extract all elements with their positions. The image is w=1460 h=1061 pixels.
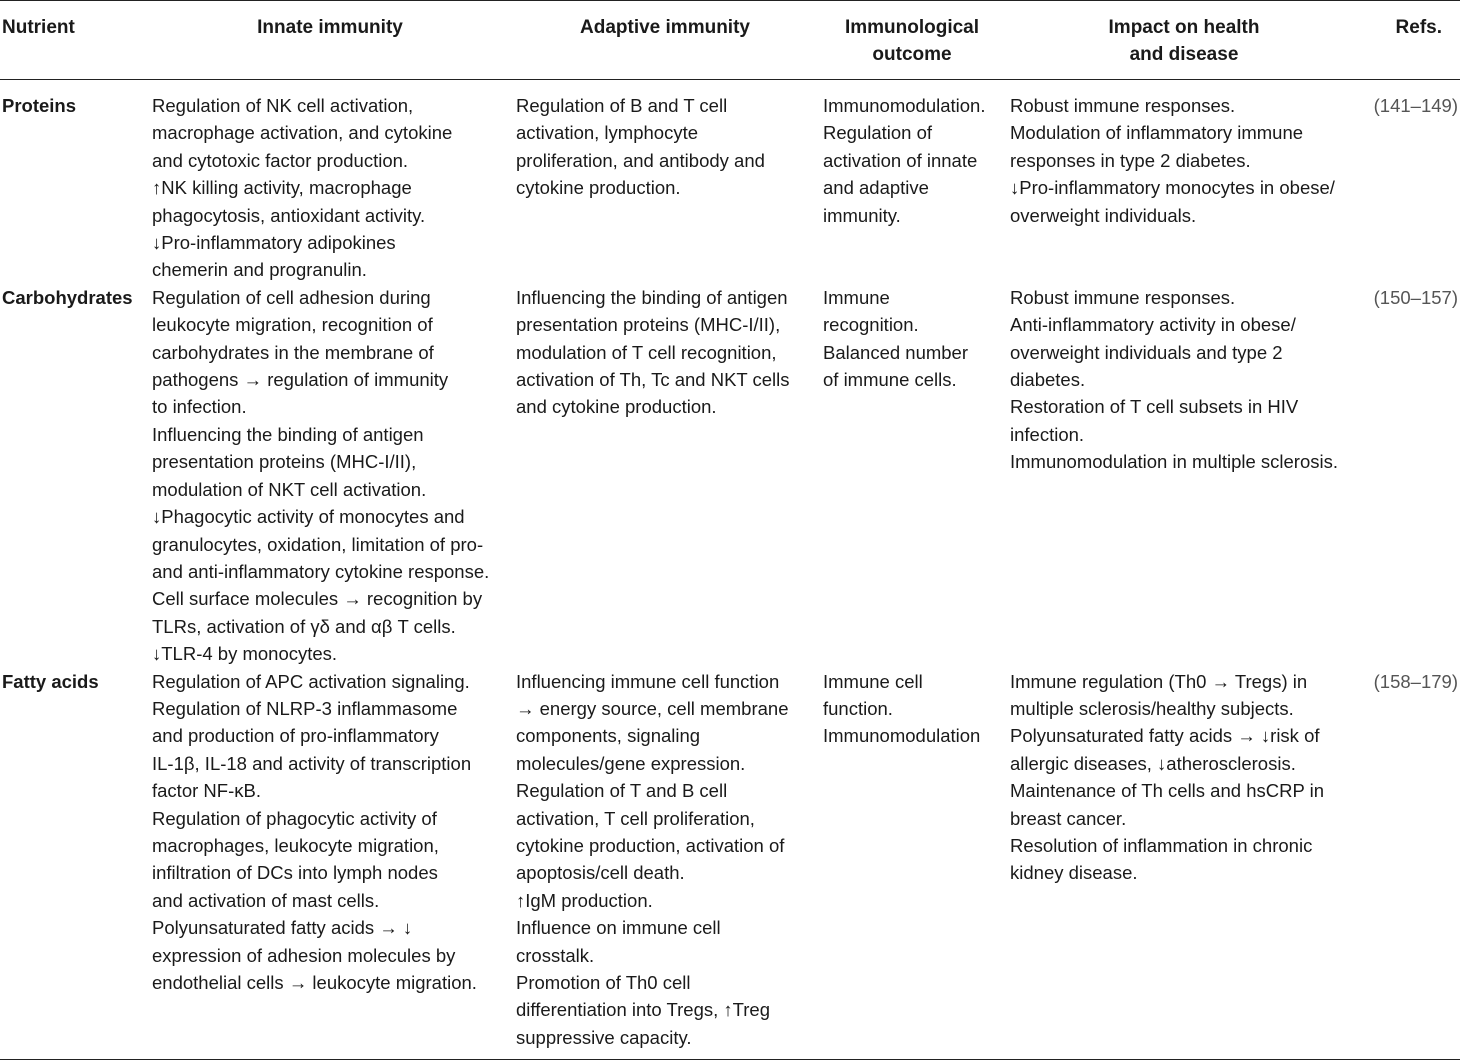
- innate-line: ↓TLR-4 by monocytes.: [152, 643, 338, 665]
- impact-cell: [1006, 668, 1362, 1060]
- impact-line: overweight individuals.: [1010, 204, 1197, 226]
- outcome-line: activation of innate: [823, 149, 978, 171]
- innate-line: and activation of mast cells.: [152, 889, 380, 911]
- innate-cell: [148, 284, 512, 668]
- nutrient-cell: Fatty acids: [0, 668, 148, 1060]
- ref-open-bracket: (: [1373, 670, 1380, 692]
- innate-line: to infection.: [152, 396, 247, 418]
- adaptive-line: components, signaling: [516, 725, 701, 747]
- header-refs: Refs.: [1362, 1, 1460, 80]
- adaptive-line: activation, lymphocyte: [516, 122, 699, 144]
- innate-line: macrophage activation, and cytokine: [152, 122, 453, 144]
- outcome-cell: [818, 284, 1006, 668]
- innate-line: Regulation of NLRP-3 inflammasome: [152, 697, 458, 719]
- header-outcome-line1: Immunological: [844, 17, 980, 38]
- ref-close-bracket: ): [1451, 95, 1458, 116]
- innate-line: Regulation of APC activation signaling.: [152, 670, 470, 692]
- adaptive-line: → energy source, cell membrane: [516, 697, 789, 719]
- impact-line: Immunomodulation in multiple sclerosis.: [1010, 451, 1338, 473]
- outcome-line: Regulation of: [823, 122, 933, 144]
- adaptive-line: and cytokine production.: [516, 396, 717, 418]
- table-row: [0, 668, 1460, 1060]
- innate-line: ↓Pro-inflammatory adipokines: [152, 232, 396, 254]
- innate-line: and production of pro-inflammatory: [152, 725, 439, 747]
- adaptive-line: activation of Th, Tc and NKT cells: [516, 369, 790, 391]
- innate-line: IL-1β, IL-18 and activity of transcription: [152, 752, 472, 774]
- innate-line: infiltration of DCs into lymph nodes: [152, 862, 438, 884]
- impact-line: Polyunsaturated fatty acids → ↓risk of: [1010, 725, 1320, 747]
- innate-line: carbohydrates in the membrane of: [152, 341, 434, 363]
- ref-close-bracket: ): [1451, 670, 1458, 692]
- adaptive-line: modulation of T cell recognition,: [516, 341, 777, 363]
- innate-line: endothelial cells → leukocyte migration.: [152, 972, 477, 993]
- header-impact: [1006, 1, 1362, 80]
- ref-open-bracket: (: [1373, 95, 1380, 116]
- adaptive-line: activation, T cell proliferation,: [516, 807, 755, 829]
- impact-line: Resolution of inflammation in chronic: [1010, 834, 1313, 856]
- adaptive-line: Regulation of B and T cell: [516, 95, 728, 116]
- nutrient-cell: Proteins: [2, 95, 77, 116]
- adaptive-line: crosstalk.: [516, 944, 595, 966]
- innate-line: ↑NK killing activity, macrophage: [152, 177, 412, 199]
- outcome-line: recognition.: [823, 314, 919, 336]
- header-impact-line2: and disease: [1129, 44, 1239, 65]
- innate-line: TLRs, activation of γδ and αβ T cells.: [152, 615, 456, 637]
- impact-line: multiple sclerosis/healthy subjects.: [1010, 697, 1294, 719]
- header-impact-line1: Impact on health: [1108, 17, 1260, 38]
- refs-cell: [1362, 668, 1460, 1060]
- outcome-cell: [818, 80, 1006, 284]
- adaptive-line: molecules/gene expression.: [516, 752, 746, 774]
- innate-line: presentation proteins (MHC-I/II),: [152, 451, 417, 473]
- innate-line: and anti-inflammatory cytokine response.: [152, 560, 490, 582]
- ref-link[interactable]: 141–149: [1379, 95, 1452, 116]
- impact-line: Anti-inflammatory activity in obese/: [1010, 314, 1296, 336]
- adaptive-line: differentiation into Tregs, ↑Treg: [516, 999, 770, 1021]
- impact-line: Restoration of T cell subsets in HIV: [1010, 396, 1299, 418]
- table-header: [0, 1, 1460, 80]
- adaptive-line: Promotion of Th0 cell: [516, 972, 691, 993]
- impact-line: Modulation of inflammatory immune: [1010, 122, 1304, 144]
- impact-line: Robust immune responses.: [1010, 95, 1236, 116]
- impact-line: ↓Pro-inflammatory monocytes in obese/: [1010, 177, 1335, 199]
- innate-line: modulation of NKT cell activation.: [152, 478, 427, 500]
- impact-line: responses in type 2 diabetes.: [1010, 149, 1251, 171]
- header-adaptive: Adaptive immunity: [512, 1, 818, 80]
- innate-line: Regulation of cell adhesion during: [152, 286, 431, 308]
- adaptive-line: cytokine production.: [516, 177, 681, 199]
- innate-line: factor NF-κB.: [152, 780, 261, 802]
- header-nutrient: Nutrient: [0, 1, 148, 80]
- innate-line: phagocytosis, antioxidant activity.: [152, 204, 426, 226]
- table-body: [0, 80, 1460, 1060]
- innate-line: chemerin and progranulin.: [152, 259, 367, 281]
- adaptive-cell: [512, 284, 818, 668]
- impact-line: Robust immune responses.: [1010, 286, 1236, 308]
- nutrient-cell: Carbohydrates: [2, 286, 133, 308]
- outcome-line: Immunomodulation.: [823, 95, 986, 116]
- ref-link[interactable]: 158–179: [1379, 670, 1452, 692]
- outcome-line: function.: [823, 697, 893, 719]
- impact-line: breast cancer.: [1010, 807, 1127, 829]
- innate-line: and cytotoxic factor production.: [152, 149, 409, 171]
- outcome-line: Immune: [823, 286, 890, 308]
- impact-cell: [1006, 80, 1362, 284]
- table-row: [0, 284, 1460, 668]
- refs-cell: [1362, 284, 1460, 668]
- header-outcome-line2: outcome: [872, 44, 952, 65]
- outcome-cell: [818, 668, 1006, 1060]
- impact-cell: [1006, 284, 1362, 668]
- outcome-line: immunity.: [823, 204, 901, 226]
- innate-line: leukocyte migration, recognition of: [152, 314, 433, 336]
- header-outcome: [818, 1, 1006, 80]
- adaptive-line: Influencing the binding of antigen: [516, 286, 788, 308]
- innate-line: ↓Phagocytic activity of monocytes and: [152, 506, 465, 528]
- impact-line: Immune regulation (Th0 → Tregs) in: [1010, 670, 1308, 692]
- impact-line: allergic diseases, ↓atherosclerosis.: [1010, 752, 1296, 774]
- impact-line: kidney disease.: [1010, 862, 1138, 884]
- innate-line: Regulation of NK cell activation,: [152, 95, 414, 116]
- innate-line: macrophages, leukocyte migration,: [152, 834, 439, 856]
- innate-line: Cell surface molecules → recognition by: [152, 588, 483, 610]
- adaptive-line: ↑IgM production.: [516, 889, 653, 911]
- adaptive-line: apoptosis/cell death.: [516, 862, 685, 884]
- adaptive-line: presentation proteins (MHC-I/II),: [516, 314, 781, 336]
- ref-open-bracket: (: [1373, 286, 1380, 308]
- adaptive-line: cytokine production, activation of: [516, 834, 785, 856]
- innate-line: Influencing the binding of antigen: [152, 423, 424, 445]
- outcome-line: and adaptive: [823, 177, 929, 199]
- adaptive-cell: [512, 668, 818, 1060]
- adaptive-line: Influencing immune cell function: [516, 670, 780, 692]
- adaptive-line: proliferation, and antibody and: [516, 149, 765, 171]
- innate-line: pathogens → regulation of immunity: [152, 369, 449, 391]
- innate-line: Regulation of phagocytic activity of: [152, 807, 437, 829]
- ref-link[interactable]: 150–157: [1379, 286, 1452, 308]
- outcome-line: of immune cells.: [823, 369, 957, 391]
- innate-cell: [148, 80, 512, 284]
- innate-line: Polyunsaturated fatty acids → ↓: [152, 917, 413, 939]
- outcome-line: Immunomodulation: [823, 725, 981, 747]
- impact-line: Maintenance of Th cells and hsCRP in: [1010, 780, 1324, 802]
- innate-line: expression of adhesion molecules by: [152, 944, 456, 966]
- adaptive-line: Influence on immune cell: [516, 917, 721, 939]
- adaptive-line: suppressive capacity.: [516, 1026, 692, 1048]
- outcome-line: Balanced number: [823, 341, 969, 363]
- table-row: [0, 80, 1460, 284]
- refs-cell: [1362, 80, 1460, 284]
- adaptive-line: Regulation of T and B cell: [516, 780, 728, 802]
- header-row: [0, 1, 1460, 80]
- adaptive-cell: [512, 80, 818, 284]
- impact-line: infection.: [1010, 423, 1085, 445]
- header-innate: Innate immunity: [148, 1, 512, 80]
- outcome-line: Immune cell: [823, 670, 923, 692]
- innate-cell: [148, 668, 512, 1060]
- impact-line: overweight individuals and type 2: [1010, 341, 1283, 363]
- ref-close-bracket: ): [1451, 286, 1458, 308]
- impact-line: diabetes.: [1010, 369, 1086, 391]
- innate-line: granulocytes, oxidation, limitation of pro-: [152, 533, 484, 555]
